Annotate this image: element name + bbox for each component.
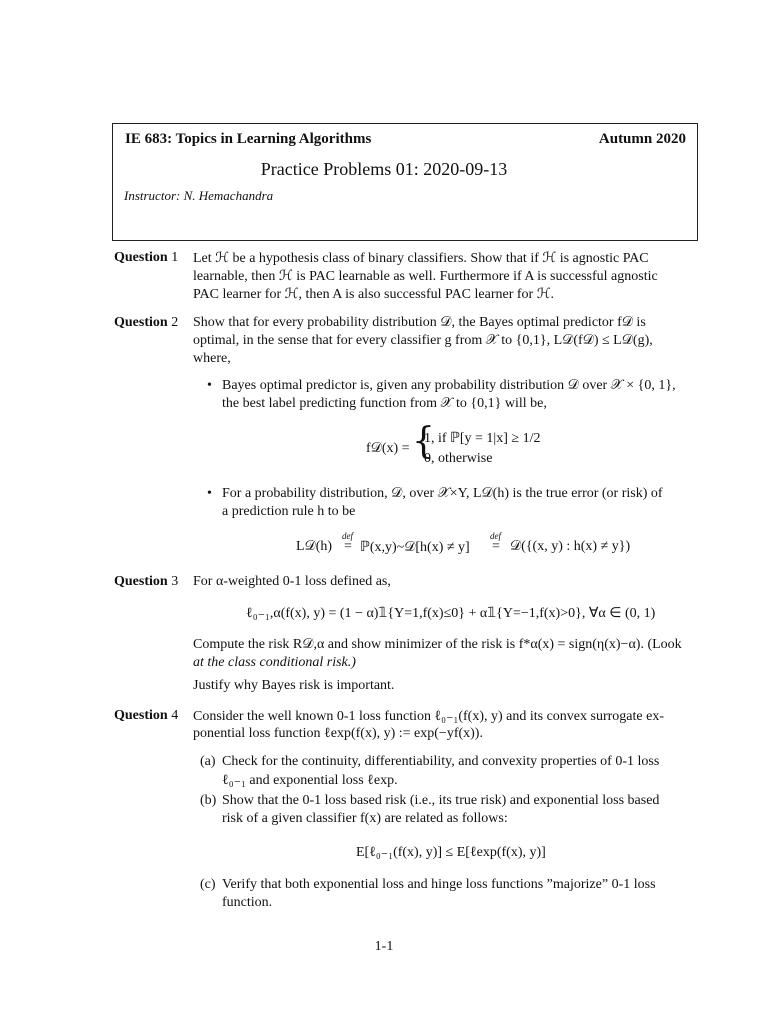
def-label-2: def [490, 531, 501, 541]
q2-line-1: Show that for every probability distribution 𝒟, the Bayes optimal predictor f𝒟 is [193, 315, 646, 330]
bullet-1: • [207, 378, 212, 393]
q4-c-line-2: function. [222, 895, 273, 910]
q1-line-1: Let ℋ be a hypothesis class of binary classifiers. Show that if ℋ is agnostic PAC [193, 251, 649, 266]
page-number: 1-1 [374, 939, 394, 954]
true-error-set: 𝒟({(x, y) : h(x) ≠ y}) [510, 539, 631, 554]
q2-bullet2-line-2: a prediction rule h to be [222, 504, 356, 519]
q3-after-line-2: at the class conditional risk.) [193, 655, 356, 670]
q2-line-2: optimal, in the sense that for every classifier g from 𝒳 to {0,1}, L𝒟(f𝒟) ≤ L𝒟(g), [193, 333, 653, 348]
alpha-loss-equation: ℓ₀₋₁,α(f(x), y) = (1 − α)𝟙{Y=1,f(x)≤0} + α𝟙{Y=−1,f(x)>0}, ∀α ∈ (0, 1) [246, 606, 656, 621]
course-title: IE 683: Topics in Learning Algorithms [125, 131, 372, 147]
true-error-prob: ℙ(x,y)~𝒟[h(x) ≠ y] [360, 540, 470, 555]
q2-line-3: where, [193, 351, 231, 366]
cases-brace: { [412, 421, 435, 462]
q2-bullet1-line-2: the best label predicting function from 𝒳 to {0,1} will be, [222, 396, 547, 411]
def-equals-1: = [344, 539, 352, 554]
q1-line-2: learnable, then ℋ is PAC learnable as well. Furthermore if A is successful agnostic [193, 269, 658, 284]
q3-after-line-1: Compute the risk R𝒟,α and show minimizer of the risk is f*α(x) = sign(η(x)−α). (Look [193, 637, 682, 652]
question-1-label: Question 1 [114, 250, 179, 265]
q4-a-line-1: Check for the continuity, differentiability, and convexity properties of 0-1 loss [222, 754, 660, 769]
q3-line-1: For α-weighted 0-1 loss defined as, [193, 574, 391, 589]
q4-b-line-1: Show that the 0-1 loss based risk (i.e., its true risk) and exponential loss based [222, 793, 660, 808]
question-4-label: Question 4 [114, 708, 179, 723]
bayes-case-2: 0, otherwise [424, 451, 493, 466]
q4-line-1: Consider the well known 0-1 loss function ℓ₀₋₁(f(x), y) and its convex surrogate ex- [193, 709, 664, 724]
q4-c-marker: (c) [200, 877, 216, 892]
term-label: Autumn 2020 [598, 131, 686, 147]
bullet-2: • [207, 486, 212, 501]
q2-bullet1-line-1: Bayes optimal predictor is, given any probability distribution 𝒟 over 𝒳 × {0, 1}, [222, 378, 676, 393]
instructor-label: Instructor: N. Hemachandra [124, 188, 274, 203]
q4-a-line-2: ℓ₀₋₁ and exponential loss ℓexp. [222, 773, 398, 788]
question-2-label: Question 2 [114, 315, 179, 330]
q4-c-line-1: Verify that both exponential loss and hinge loss functions ”majorize” 0-1 loss [222, 877, 656, 892]
q1-line-3: PAC learner for ℋ, then A is also successful PAC learner for ℋ. [193, 287, 555, 302]
q3-after-line-3: Justify why Bayes risk is important. [193, 678, 395, 693]
q4-line-2: ponential loss function ℓexp(f(x), y) := exp(−yf(x)). [193, 726, 483, 741]
bayes-predictor-lhs: f𝒟(x) = [366, 441, 410, 456]
true-error-lhs: L𝒟(h) [296, 539, 333, 554]
def-label-1: def [342, 531, 353, 541]
question-3-label: Question 3 [114, 574, 179, 589]
q2-bullet2-line-1: For a probability distribution, 𝒟, over 𝒳×Y, L𝒟(h) is the true error (or risk) of [222, 486, 663, 501]
def-equals-2: = [492, 539, 500, 554]
risk-inequality: E[ℓ₀₋₁(f(x), y)] ≤ E[ℓexp(f(x), y)] [356, 845, 546, 860]
q4-b-marker: (b) [200, 793, 217, 808]
q4-a-marker: (a) [200, 754, 216, 769]
document-title: Practice Problems 01: 2020-09-13 [260, 159, 508, 179]
q4-b-line-2: risk of a given classifier f(x) are related as follows: [222, 811, 508, 826]
bayes-case-1: 1, if ℙ[y = 1|x] ≥ 1/2 [424, 431, 541, 446]
